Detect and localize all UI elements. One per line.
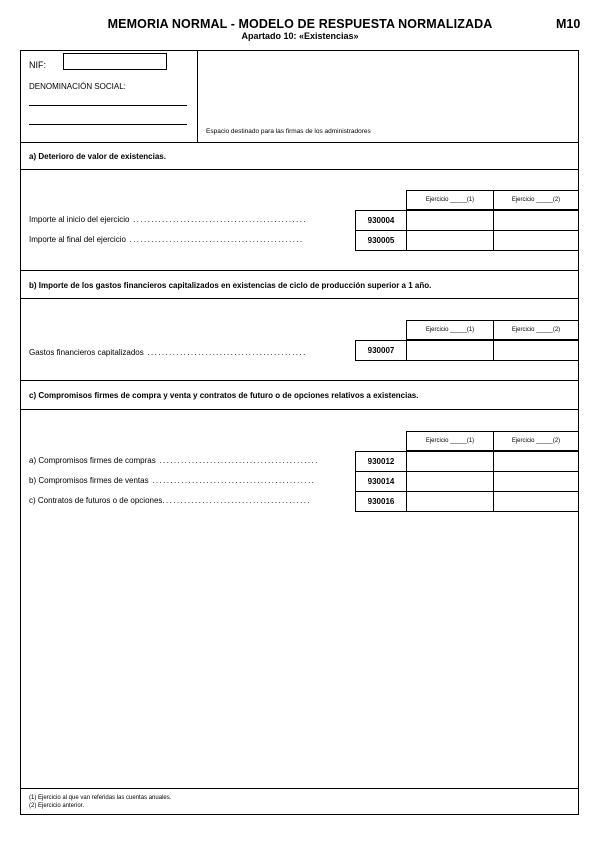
identification-bottom-line — [20, 142, 579, 143]
section-c-row-3-label: c) Contratos de futuros o de opciones......................................... — [29, 496, 311, 505]
section-a-row-1-current-input[interactable] — [406, 210, 494, 231]
denominacion-line-1[interactable] — [29, 105, 187, 106]
nif-label: NIF: — [29, 60, 46, 70]
section-c-row-3-previous-input[interactable] — [493, 491, 579, 512]
form-title: MEMORIA NORMAL - MODELO DE RESPUESTA NORMALIZADA — [107, 17, 493, 31]
section-c-row-3-current-input[interactable] — [406, 491, 494, 512]
denominacion-label: DENOMINACIÓN SOCIAL: — [29, 82, 126, 91]
section-a-end-line — [20, 270, 579, 271]
footnote-2: (2) Ejercicio anterior. — [29, 803, 85, 809]
section-b-title: b) Importe de los gastos financieros capitalizados en existencias de ciclo de producción superior a 1 año. — [29, 281, 432, 290]
section-c-row-2-previous-input[interactable] — [493, 471, 579, 492]
section-a-row-2-label: Importe al final del ejercicio ................................................ — [29, 235, 304, 244]
section-c-col-previous: Ejercicio _____(2) — [493, 431, 579, 451]
section-c-row-2-code: 930014 — [355, 471, 407, 492]
section-a-row-1-previous-input[interactable] — [493, 210, 579, 231]
section-c-row-1-label: a) Compromisos firmes de compras ............................................ — [29, 456, 319, 465]
footnotes-divider — [20, 788, 579, 789]
section-a-row-2-previous-input[interactable] — [493, 230, 579, 251]
identification-divider — [197, 50, 198, 142]
section-c-row-1-current-input[interactable] — [406, 451, 494, 472]
denominacion-line-2[interactable] — [29, 124, 187, 125]
nif-field[interactable] — [63, 53, 167, 70]
section-c-row-1-code: 930012 — [355, 451, 407, 472]
footnote-1: (1) Ejercicio al que van referidas las cuentas anuales. — [29, 795, 172, 801]
section-c-row-2-current-input[interactable] — [406, 471, 494, 492]
form-code: M10 — [556, 17, 581, 31]
section-a-row-1-label: Importe al inicio del ejercicio ................................................ — [29, 215, 308, 224]
section-a-row-1-code: 930004 — [355, 210, 407, 231]
section-b-row-1-code: 930007 — [355, 340, 407, 361]
section-b-col-previous: Ejercicio _____(2) — [493, 320, 579, 340]
section-b-row-1-previous-input[interactable] — [493, 340, 579, 361]
section-c-divider — [20, 409, 579, 410]
section-c-row-1-previous-input[interactable] — [493, 451, 579, 472]
section-c-col-current: Ejercicio _____(1) — [406, 431, 494, 451]
section-b-divider — [20, 298, 579, 299]
section-b-end-line — [20, 380, 579, 381]
section-c-row-2-label: b) Compromisos firmes de ventas ............................................. — [29, 476, 316, 485]
section-a-col-current: Ejercicio _____(1) — [406, 190, 494, 210]
section-c-row-3-code: 930016 — [355, 491, 407, 512]
form-subtitle: Apartado 10: «Existencias» — [241, 31, 359, 41]
section-b-row-1-label: Gastos financieros capitalizados ............................................ — [29, 348, 307, 357]
section-a-row-2-current-input[interactable] — [406, 230, 494, 251]
section-a-row-2-code: 930005 — [355, 230, 407, 251]
section-a-divider — [20, 169, 579, 170]
section-b-row-1-current-input[interactable] — [406, 340, 494, 361]
firmas-area-label: Espacio destinado para las firmas de los administradores — [206, 128, 371, 135]
section-a-col-previous: Ejercicio _____(2) — [493, 190, 579, 210]
section-a-title: a) Deterioro de valor de existencias. — [29, 152, 166, 161]
section-c-title: c) Compromisos firmes de compra y venta y contratos de futuro o de opciones relativos a existencias. — [29, 391, 419, 400]
section-b-col-current: Ejercicio _____(1) — [406, 320, 494, 340]
